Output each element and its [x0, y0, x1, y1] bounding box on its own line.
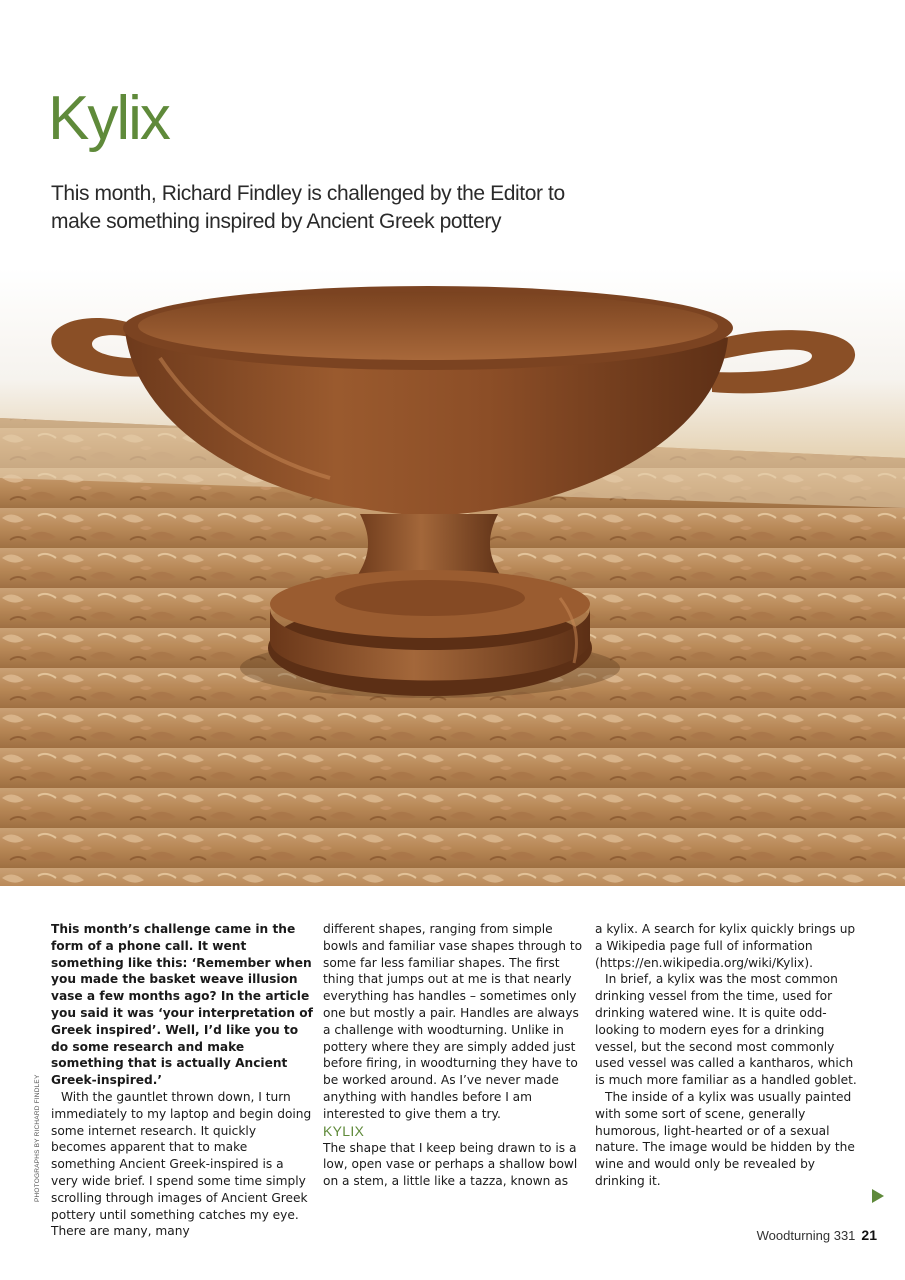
photo-credit: PHOTOGRAPHS BY RICHARD FINDLEY	[34, 1074, 41, 1202]
article-standfirst: This month, Richard Findley is challenged by the Editor to make something inspired by Ancient Greek pottery	[51, 182, 565, 233]
page-number: 21	[861, 1227, 877, 1243]
body-column-2	[323, 921, 585, 1190]
body-paragraph-3: The shape that I keep being drawn to is a low, open vase or perhaps a shallow bowl on a stem, a little like a tazza, known as	[323, 1140, 578, 1189]
body-column-1	[51, 921, 313, 1240]
continue-arrow-icon	[872, 1189, 884, 1203]
publication-name: Woodturning 331	[756, 1228, 856, 1243]
page-folio	[757, 1227, 877, 1243]
lead-paragraph: This month’s challenge came in the form of a phone call. It went something like this: ‘Remember when you made the basket weave illusion vase a few months ago? In the article you said it was ‘your interpretation of Greek inspired’. Well, I’d like you to do some research and make something that is actually Ancient Greek-inspired.’	[51, 922, 313, 1088]
body-paragraph-2: different shapes, ranging from simple bowls and familiar vase shapes through to some far less familiar shapes. The first thing that jumps out at me is that nearly everything has handles – sometimes only one but mostly a pair. Handles are always a challenge with woodturning. Unlike in pottery where they are simply added just before firing, in woodturning they have to be worked around. As I’ve never made anything with handles before I am interested to give them a try.	[323, 922, 583, 1121]
body-paragraph-4: a kylix. A search for kylix quickly brings up a Wikipedia page full of information (https://en.wikipedia.org/wiki/Kylix).	[595, 922, 856, 970]
body-paragraph-5: In brief, a kylix was the most common drinking vessel from the time, used for drinking watered wine. It is quite odd-looking to modern eyes for a drinking vessel, but the second most commonly used vessel was called a kantharos, which is much more familiar as a handled goblet.	[595, 972, 857, 1088]
body-paragraph-1: With the gauntlet thrown down, I turn immediately to my laptop and begin doing some internet research. It quickly becomes apparent that to make something Ancient Greek-inspired is a very wide brief. I spend some time simply scrolling through images of Ancient Greek pottery until something catches my eye. There are many, many	[51, 1089, 312, 1239]
section-subhead: KYLIX	[323, 1122, 365, 1139]
article-title: Kylix	[48, 84, 169, 153]
kylix-photo	[0, 268, 905, 886]
body-paragraph-6: The inside of a kylix was usually painted with some sort of scene, generally humorous, light-hearted or of a sexual nature. The image would be hidden by the wine and would only be revealed by drinking it.	[595, 1089, 855, 1188]
body-column-3	[595, 921, 857, 1190]
